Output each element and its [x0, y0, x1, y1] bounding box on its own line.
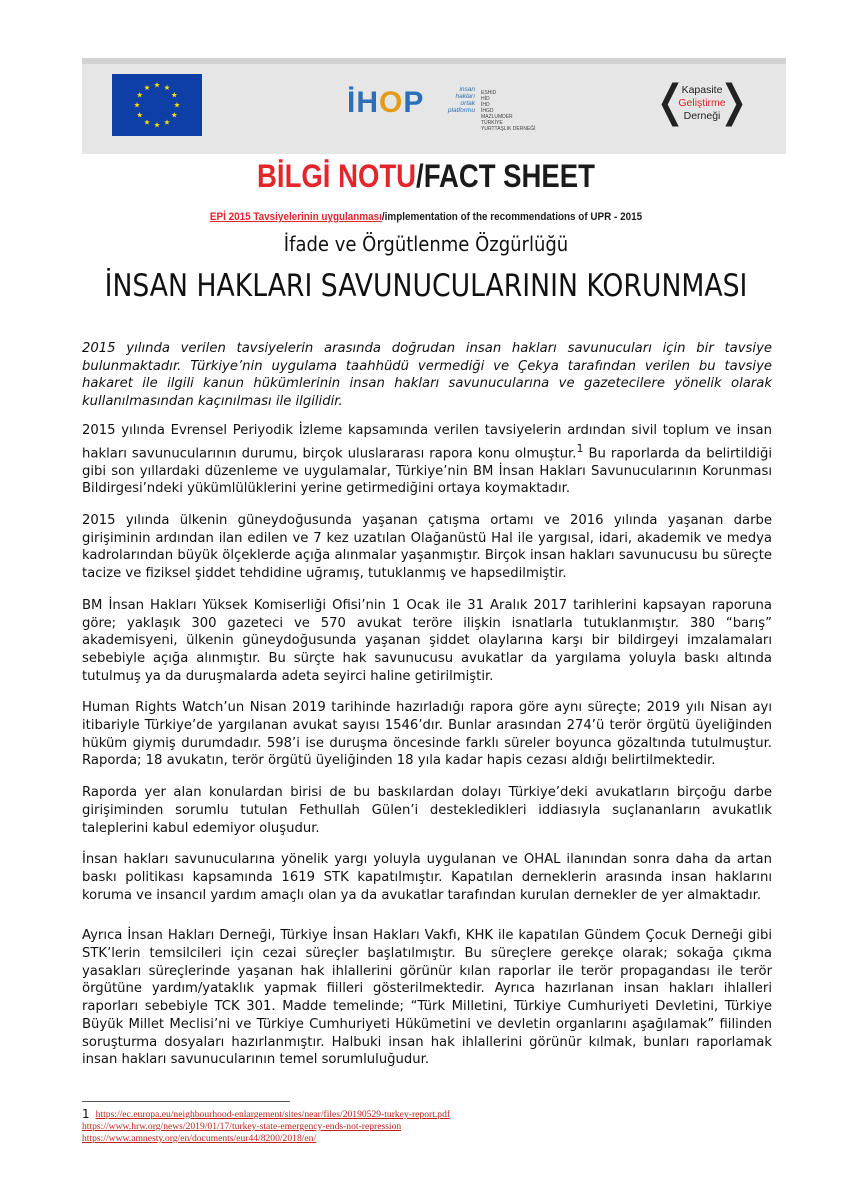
ihop-tagline: insan hakları ortak platformu	[447, 86, 475, 114]
topic-heading: İfade ve Örgütlenme Özgürlüğü	[283, 232, 569, 256]
eu-flag-logo	[112, 74, 202, 136]
footnote-line-2	[82, 1121, 772, 1133]
logo-header	[82, 58, 786, 154]
main-headline: İNSAN HAKLARI SAVUNUCULARININ KORUNMASI	[104, 268, 748, 304]
footnote-link-amnesty[interactable]: https://www.amnesty.org/en/documents/eur44/8200/2018/en/	[82, 1133, 317, 1144]
paragraph-3: BM İnsan Hakları Yüksek Komiserliği Ofisi’nin 1 Ocak ile 31 Aralık 2017 tarihlerini kapsayan raporuna göre; yaklaşık 300 gazeteci ve 570 avukat teröre ilişkin isnatlarla tutuklanmıştır. 380 “barış” akademisyeni, ülkenin güneydoğusunda yaşanan şiddet olaylarına karşı bir bildirgeyi imzalamaları sebebiyle açığa alınmıştır. Bu sürçte hak savunucusu avukatlar da yargılama yoluyla baskı altında tutulmuş ya da duruşmalarda adeta seyirci haline getirilmiştir.	[82, 597, 772, 684]
kapasite-logo-text: Kapasite Geliştirme Derneği	[678, 84, 726, 122]
document-title: BİLGİ NOTU/FACT SHEET	[257, 158, 595, 194]
ihop-wordmark: İHOP	[347, 86, 425, 119]
footnote-link-hrw[interactable]: https://www.hrw.org/news/2019/01/17/turkey-state-emergency-ends-not-repression	[82, 1121, 402, 1132]
ihop-member-list: ESHID HİD İHD İHGD MAZLUMDER TÜRKİYE YURTTAŞLIK DERNEĞİ	[481, 90, 536, 132]
right-bracket-icon: ❭	[715, 76, 752, 127]
intro-paragraph: 2015 yılında verilen tavsiyelerin arasında doğrudan insan hakları savunucuları için bir tavsiye bulunmaktadır. Türkiye’nin uygulama taahhüdü vermediği ve Çekya tarafından verilen bu tavsiye hakaret ile ilgili kanun hükümlerinin insan hakları savunucularına ve gazetecilere yönelik olarak kullanılmasından kaçınılması ile ilgilidir.	[82, 341, 772, 410]
footnote-line-3	[82, 1133, 772, 1145]
ihop-logo	[347, 80, 537, 136]
paragraph-1: 2015 yılında Evrensel Periyodik İzleme kapsamında verilen tavsiyelerin ardından sivil toplum ve insan hakları savunucularının durumu, birçok uluslararası rapora konu olmuştur.$^1$ Bu raporlarda da belirtildiği gibi son yıllardaki düzenleme ve uygulamalar, Türkiye’nin BM İnsan Hakları Savunucularının Korunması Bildirgesi’ndeki yükümlülüklerini yerine getirmediğini ortaya koymaktadır.	[82, 422, 772, 497]
paragraph-2: 2015 yılında ülkenin güneydoğusunda yaşanan çatışma ortamı ve 2016 yılında yaşanan darbe girişiminin ardından ilan edilen ve 7 kez uzatılan Olağanüstü Hal ile yargısal, idari, akademik ve medya kadrolarından büyük ölçeklerde açığa alınmalar yaşanmıştır. Birçok insan hakları savunucusu bu süreçte tacize ve fiziksel şiddet tehdidine uğramış, tutuklanmış ve hapsedilmiştir.	[82, 513, 772, 582]
footnotes	[82, 1108, 772, 1145]
document-body	[82, 340, 772, 1083]
ihop-o-letter: O	[379, 86, 404, 119]
kapasite-gelistirme-logo	[652, 78, 752, 134]
footnote-reference[interactable]: 1	[576, 441, 584, 455]
footnote-link-ec[interactable]: https://ec.europa.eu/neighbourhood-enlargement/sites/near/files/20190529-turkey-report.pdf	[95, 1109, 451, 1120]
eu-stars-icon	[112, 74, 202, 136]
paragraph-4: Human Rights Watch’un Nisan 2019 tarihinde hazırladığı rapora göre aynı süreçte; 2019 yılı Nisan ayı itibariyle Türkiye’de yargılanan avukat sayısı 1546’dır. Bunlar arasından 274’ü terör örgütü üyeliğinden hüküm giymiş durumdadır. 598’i ise duruşma öncesinde farklı süreler boyunca gözaltında tutulmuştur. Raporda; 18 avukatın, terör örgütü üyeliğinden 18 yıla kadar hapis cezası aldığı belirtilmektedir.	[82, 700, 772, 769]
footnote-line-1: 1 https://ec.europa.eu/neighbourhood-enlargement/sites/near/files/20190529-turkey-report.pdf	[82, 1107, 451, 1121]
paragraph-6: İnsan hakları savunucularına yönelik yargı yoluyla uygulanan ve OHAL ilanından sonra daha da artan baskı politikası kapsamında 1619 STK kapatılmıştır. Kapatılan derneklerin arasında insan haklarını koruma ve insancıl yardım amaçlı olan ya da avukatlar tarafından kurulan dernekler de yer almaktadır.	[82, 852, 772, 903]
paragraph-7: Ayrıca İnsan Hakları Derneği, Türkiye İnsan Hakları Vakfı, KHK ile kapatılan Gündem Çocuk Derneği gibi STK’lerin temsilcileri için cezai süreçler başlatılmıştır. Bu süreçlere gerekçe olarak; sokağa çıkma yasakları süreçlerinde yaşanan hak ihlallerini görünür kılan raporlar ile terör propagandası ile terör örgütüne yardım/yataklık yapmak fiilleri gösterilmektedir. Ayrıca hazırlanan insan hakları ihlalleri raporları sebebiyle TCK 301. Madde temelinde; “Türk Milletini, Türkiye Cumhuriyeti Devletini, Türkiye Büyük Millet Meclisi’ni ve Türkiye Cumhuriyeti Hükümetini ve devletin organlarını aşağılamak” fiilinden soruşturma dosyaları hazırlanmıştır. Halbuki insan hak ihlallerini görünür kılmak, bunları raporlamak insan hakları savunucularının temel sorumluluğudur.	[82, 928, 772, 1068]
paragraph-5: Raporda yer alan konulardan birisi de bu baskılardan dolayı Türkiye’deki avukatların birçoğu darbe girişiminden sorumlu tutulan Fethullah Gülen’i destekledikleri iddiasıyla suçlananların avukatlık taleplerini kabul edemiyor oluşudur.	[82, 785, 772, 836]
footnote-divider	[82, 1101, 290, 1102]
document-subtitle: EPİ 2015 Tavsiyelerinin uygulanması/implementation of the recommendations of UPR - 2015	[209, 211, 643, 223]
left-bracket-icon: ❬	[652, 76, 689, 127]
